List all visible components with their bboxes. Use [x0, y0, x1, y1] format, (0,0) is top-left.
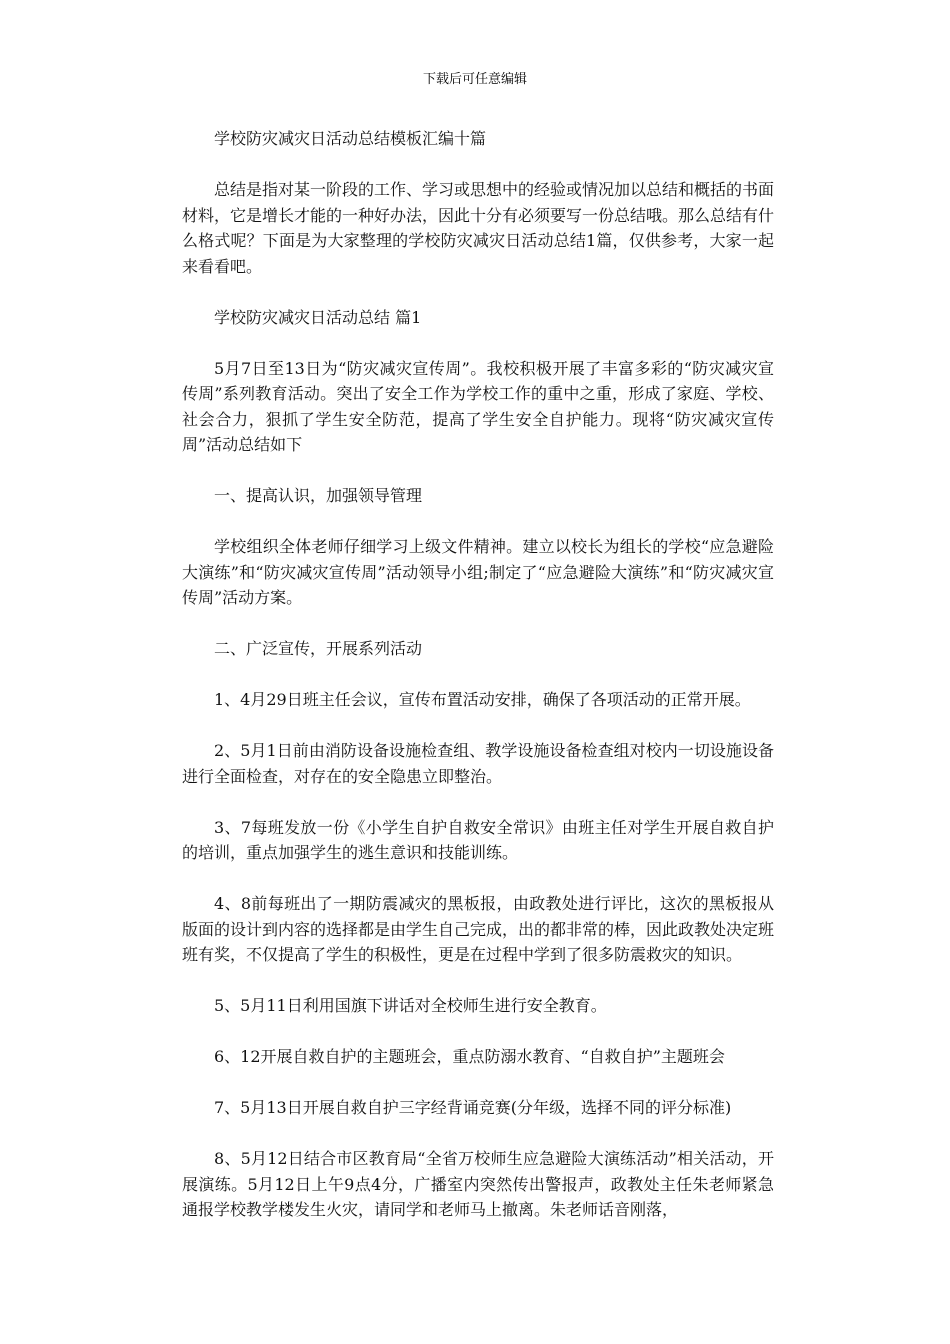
download-notice: 下载后可任意编辑: [422, 72, 527, 87]
section-heading-2: 二、广泛宣传，开展系列活动: [214, 639, 423, 658]
list-item-1: 1、4月29日班主任会议，宣传布置活动安排，确保了各项活动的正常开展。: [214, 690, 751, 709]
document-title: 学校防灾减灾日活动总结模板汇编十篇: [214, 129, 487, 148]
list-item-3: 3、7每班发放一份《小学生自护自救安全常识》由班主任对学生开展自救自护的培训，重点加强学生的逃生意识和技能训练。: [182, 817, 774, 862]
list-item-4: 4、8前每班出了一期防震减灾的黑板报，由政教处进行评比，这次的黑板报从版面的设计到内容的选择都是由学生自己完成，出的都非常的棒，因此政教处决定班班有奖，不仅提高了学生的积极性，更是在过程中学到了很多防震救灾的知识。: [182, 894, 775, 964]
list-item-2: 2、5月1日前由消防设备设施检查组、教学设施设备检查组对校内一切设施设备进行全面检查，对存在的安全隐患立即整治。: [182, 741, 774, 786]
paragraph-intro: 总结是指对某一阶段的工作、学习或思想中的经验或情况加以总结和概括的书面材料，它是增长才能的一种好办法，因此十分有必须要写一份总结哦。那么总结有什么格式呢？下面是为大家整理的学校防灾减灾日活动总结1篇，仅供参考，大家一起来看看吧。: [182, 180, 775, 276]
section-heading-part1: 学校防灾减灾日活动总结 篇1: [214, 307, 422, 327]
section-heading-1: 一、提高认识，加强领导管理: [214, 486, 423, 505]
list-item-7: 7、5月13日开展自救自护三字经背诵竞赛(分年级，选择不同的评分标准): [214, 1098, 732, 1117]
list-item-8: 8、5月12日结合市区教育局“全省万校师生应急避险大演练活动”相关活动，开展演练。5月12日上午9点4分，广播室内突然传出警报声，政教处主任朱老师紧急通报学校教学楼发生火灾，请同学和老师马上撤离。朱老师话音刚落，: [182, 1149, 774, 1219]
paragraph-leadership: 学校组织全体老师仔细学习上级文件精神。建立以校长为组长的学校“应急避险大演练”和“防灾减灾宣传周”活动领导小组;制定了“应急避险大演练”和“防灾减灾宣传周”活动方案。: [182, 537, 774, 607]
list-item-6: 6、12开展自救自护的主题班会，重点防溺水教育、“自救自护”主题班会: [214, 1047, 725, 1066]
document-body: [182, 126, 774, 1248]
paragraph-overview: 5月7日至13日为“防灾减灾宣传周”。我校积极开展了丰富多彩的“防灾减灾宣传周”系列教育活动。突出了安全工作为学校工作的重中之重，形成了家庭、学校、社会合力，狠抓了学生安全防范，提高了学生安全自护能力。现将“防灾减灾宣传周”活动总结如下: [182, 358, 774, 454]
list-item-5: 5、5月11日利用国旗下讲话对全校师生进行安全教育。: [214, 996, 607, 1015]
